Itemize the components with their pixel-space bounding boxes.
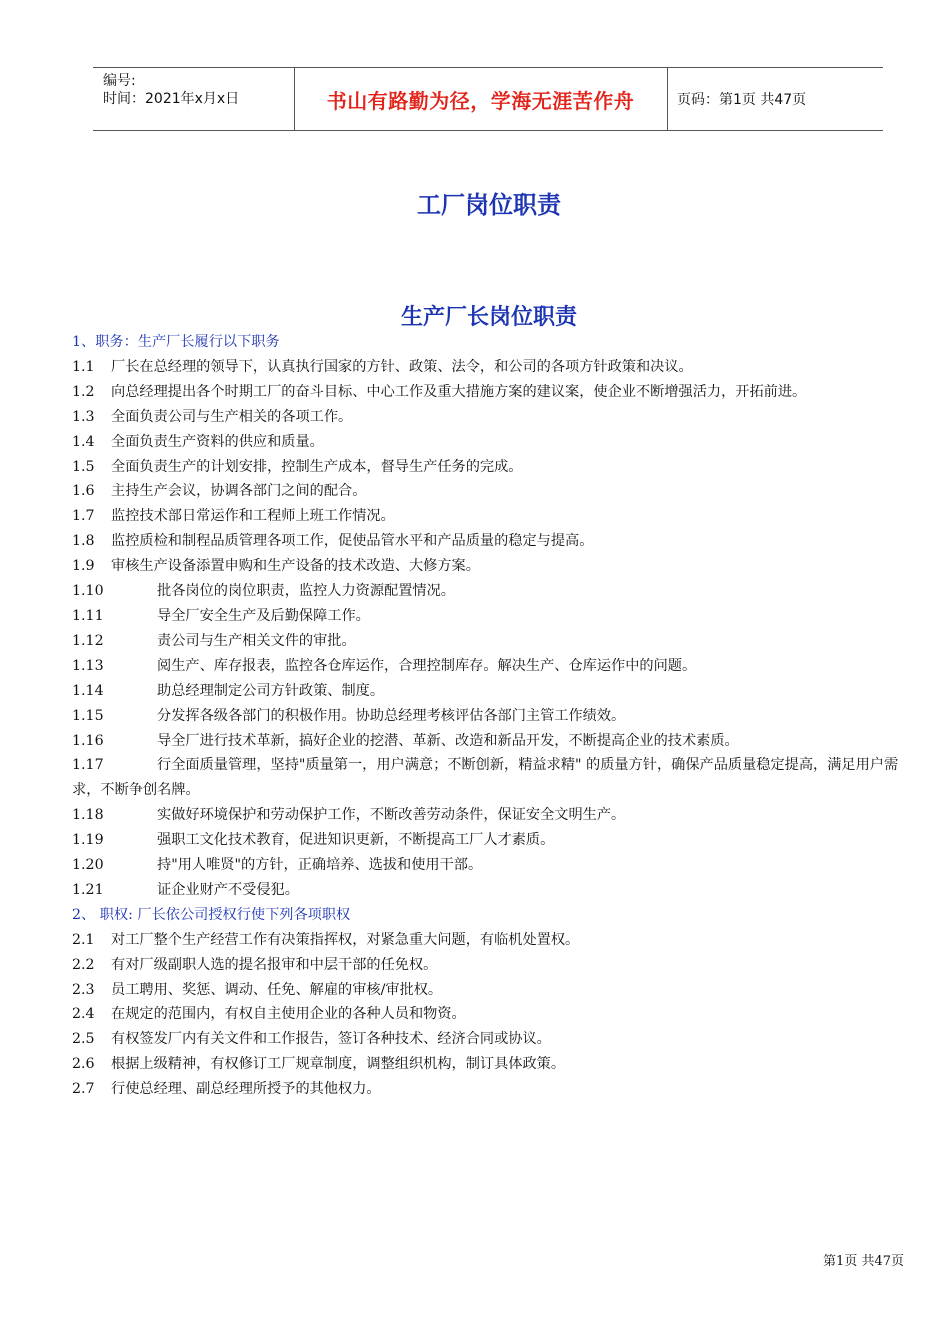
- section-title: 生产厂长岗位职责: [400, 305, 577, 330]
- list-item: [72, 978, 914, 1003]
- list-item: [72, 405, 914, 430]
- item-number: 1.18: [72, 807, 104, 824]
- item-number: 1.15: [72, 707, 104, 724]
- item-text: 证企业财产不受侵犯。: [157, 881, 299, 898]
- header-number-label: 编号:: [103, 73, 136, 89]
- list-item: [72, 604, 914, 629]
- list-item: [72, 704, 914, 729]
- item-text: 导全厂安全生产及后勤保障工作。: [157, 607, 370, 624]
- item-text: 有权签发厂内有关文件和工作报告，签订各种技术、经济合同或协议。: [111, 1031, 551, 1048]
- item-number: 1.17: [72, 757, 104, 774]
- item-number: 2.4: [72, 1006, 95, 1023]
- item-text: 分发挥各级各部门的积极作用。协助总经理考核评估各部门主管工作绩效。: [157, 707, 626, 724]
- item-text: 全面负责公司与生产相关的各项工作。: [111, 408, 353, 425]
- section1-list: [72, 355, 914, 903]
- item-number: 1.5: [72, 458, 95, 475]
- item-number: 1.9: [72, 558, 95, 575]
- header-time-label: 时间：2021年x月x日: [103, 91, 240, 107]
- item-text: 监控质检和制程品质管理各项工作，促使品管水平和产品质量的稳定与提高。: [111, 533, 594, 550]
- item-text: 实做好环境保护和劳动保护工作，不断改善劳动条件，保证安全文明生产。: [157, 807, 626, 824]
- document-title: 工厂岗位职责: [417, 191, 561, 219]
- list-item: [72, 803, 914, 828]
- list-item: [72, 729, 914, 754]
- header-motto: 书山有路勤为径，学海无涯苦作舟: [326, 89, 635, 113]
- item-text: 行全面质量管理，坚持"质量第一，用户满意；不断创新，精益求精" 的质量方针，确保产品质量稳定提高，满足用户需求，不断争创名牌。: [72, 757, 899, 799]
- list-item: [72, 1002, 914, 1027]
- item-text: 向总经理提出各个时期工厂的奋斗目标、中心工作及重大措施方案的建议案，使企业不断增强活力，开拓前进。: [111, 383, 807, 400]
- page-footer: 第1页 共47页: [823, 1254, 904, 1269]
- item-number: 2.2: [72, 956, 95, 973]
- header-page-cell: [667, 68, 883, 130]
- item-number: 1.13: [72, 657, 104, 674]
- item-number: 2.3: [72, 981, 95, 998]
- list-item: [72, 753, 914, 803]
- item-number: 1.6: [72, 483, 95, 500]
- item-number: 1.16: [72, 732, 104, 749]
- header-page-info: 页码：第1页 共47页: [677, 92, 807, 108]
- list-item: [72, 579, 914, 604]
- list-item: [72, 679, 914, 704]
- item-text: 有对厂级副职人选的提名报审和中层干部的任免权。: [111, 956, 438, 973]
- item-number: 1.14: [72, 682, 104, 699]
- item-number: 1.3: [72, 408, 95, 425]
- item-number: 2.7: [72, 1081, 95, 1098]
- item-number: 1.4: [72, 433, 95, 450]
- item-number: 1.2: [72, 383, 95, 400]
- list-item: [72, 828, 914, 853]
- item-number: 1.8: [72, 533, 95, 550]
- item-text: 强职工文化技术教育，促进知识更新，不断提高工厂人才素质。: [157, 832, 555, 849]
- item-text: 批各岗位的岗位职责，监控人力资源配置情况。: [157, 583, 455, 600]
- header-info-cell: [93, 68, 295, 130]
- item-number: 2.1: [72, 931, 95, 948]
- item-text: 主持生产会议，协调各部门之间的配合。: [111, 483, 367, 500]
- item-number: 2.5: [72, 1031, 95, 1048]
- list-item: [72, 479, 914, 504]
- list-item: [72, 853, 914, 878]
- item-number: 1.11: [72, 607, 104, 624]
- list-item: [72, 629, 914, 654]
- item-text: 持"用人唯贤"的方针，正确培养、选拔和使用干部。: [157, 857, 483, 874]
- list-item: [72, 455, 914, 480]
- item-number: 1.21: [72, 881, 104, 898]
- item-number: 1.10: [72, 583, 104, 600]
- item-text: 监控技术部日常运作和工程师上班工作情况。: [111, 508, 395, 525]
- item-number: 1.19: [72, 832, 104, 849]
- item-text: 全面负责生产资料的供应和质量。: [111, 433, 324, 450]
- item-text: 在规定的范围内，有权自主使用企业的各种人员和物资。: [111, 1006, 466, 1023]
- item-text: 员工聘用、奖惩、调动、任免、解雇的审核/审批权。: [111, 981, 443, 998]
- document-body: [72, 330, 914, 1102]
- list-item: [72, 1077, 914, 1102]
- item-number: 1.12: [72, 632, 104, 649]
- section2-heading: 2、 职权: 厂长依公司授权行使下列各项职权: [72, 906, 351, 923]
- list-item: [72, 430, 914, 455]
- list-item: [72, 953, 914, 978]
- item-text: 根据上级精神，有权修订工厂规章制度，调整组织机构，制订具体政策。: [111, 1056, 566, 1073]
- item-text: 阅生产、库存报表，监控各仓库运作，合理控制库存。解决生产、仓库运作中的问题。: [157, 657, 697, 674]
- item-text: 行使总经理、副总经理所授予的其他权力。: [111, 1081, 381, 1098]
- item-number: 1.7: [72, 508, 95, 525]
- list-item: [72, 1052, 914, 1077]
- item-number: 1.20: [72, 857, 104, 874]
- item-text: 全面负责生产的计划安排，控制生产成本，督导生产任务的完成。: [111, 458, 523, 475]
- section2-list: [72, 928, 914, 1102]
- list-item: [72, 878, 914, 903]
- list-item: [72, 554, 914, 579]
- page-header: [93, 67, 883, 131]
- header-motto-cell: [294, 68, 668, 130]
- list-item: [72, 504, 914, 529]
- item-text: 厂长在总经理的领导下，认真执行国家的方针、政策、法令，和公司的各项方针政策和决议。: [111, 358, 693, 375]
- item-number: 1.1: [72, 358, 95, 375]
- item-text: 责公司与生产相关文件的审批。: [157, 632, 356, 649]
- list-item: [72, 1027, 914, 1052]
- item-text: 对工厂整个生产经营工作有决策指挥权，对紧急重大问题，有临机处置权。: [111, 931, 580, 948]
- item-text: 助总经理制定公司方针政策、制度。: [157, 682, 385, 699]
- section1-heading: 1、职务：生产厂长履行以下职务: [72, 334, 280, 350]
- list-item: [72, 380, 914, 405]
- list-item: [72, 355, 914, 380]
- item-text: 导全厂进行技术革新，搞好企业的挖潜、革新、改造和新品开发，不断提高企业的技术素质。: [157, 732, 739, 749]
- item-number: 2.6: [72, 1056, 95, 1073]
- list-item: [72, 654, 914, 679]
- list-item: [72, 529, 914, 554]
- item-text: 审核生产设备添置申购和生产设备的技术改造、大修方案。: [111, 558, 480, 575]
- list-item: [72, 928, 914, 953]
